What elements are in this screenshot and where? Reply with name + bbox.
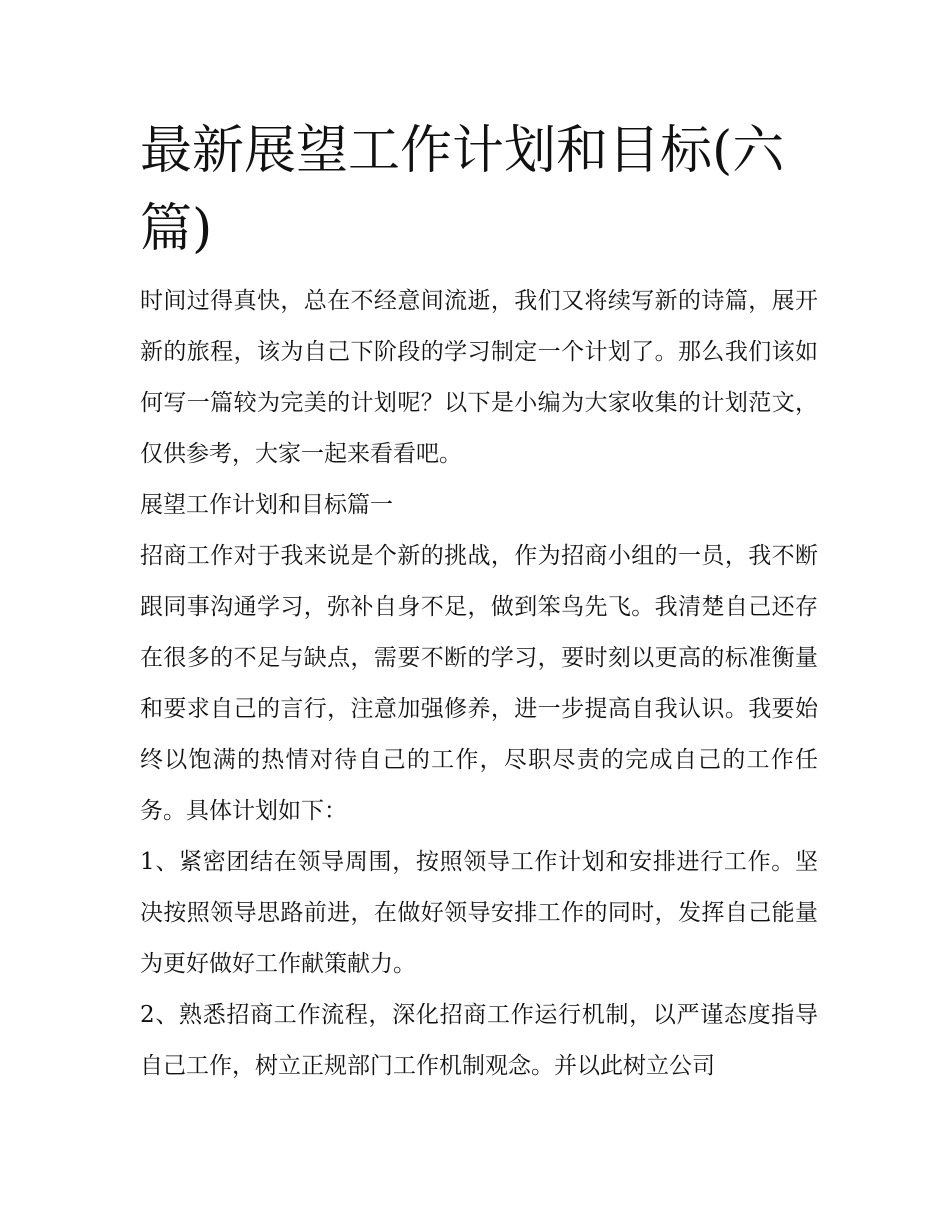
document-body: [140, 276, 818, 1092]
body-paragraph: 招商工作对于我来说是个新的挑战，作为招商小组的一员，我不断跟同事沟通学习，弥补自身不足，做到笨鸟先飞。我清楚自己还存在很多的不足与缺点，需要不断的学习，要时刻以更高的标准衡量和要求自己的言行，注意加强修养，进一步提高自我认识。我要始终以饱满的热情对待自己的工作，尽职尽责的完成自己的工作任务。具体计划如下：: [140, 543, 818, 824]
section-heading: 展望工作计划和目标篇一: [140, 492, 393, 518]
document-title: 最新展望工作计划和目标(六篇): [140, 121, 785, 259]
list-item-2: 2、熟悉招商工作流程，深化招商工作运行机制，以严谨态度指导自己工作，树立正规部门工作机制观念。并以此树立公司: [140, 1002, 818, 1079]
intro-paragraph: 时间过得真快，总在不经意间流逝，我们又将续写新的诗篇，展开新的旅程，该为自己下阶段的学习制定一个计划了。那么我们该如何写一篇较为完美的计划呢？以下是小编为大家收集的计划范文，仅供参考，大家一起来看看吧。: [140, 288, 818, 467]
list-item-1: 1、紧密团结在领导周围，按照领导工作计划和安排进行工作。坚决按照领导思路前进，在做好领导安排工作的同时，发挥自己能量为更好做好工作献策献力。: [140, 849, 818, 977]
